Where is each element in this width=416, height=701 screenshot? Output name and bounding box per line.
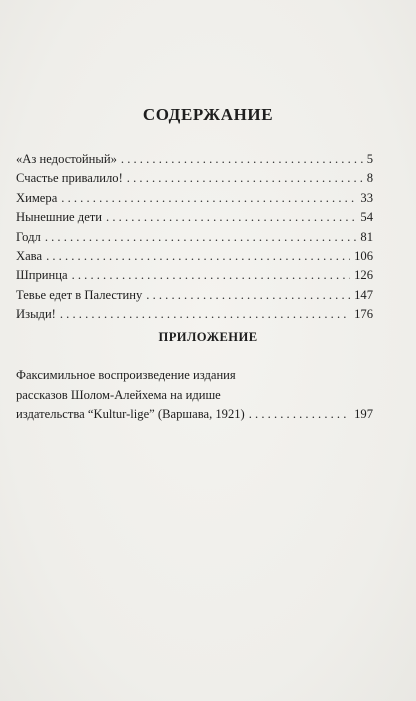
dot-leader — [121, 152, 363, 167]
toc-entry-title: Химера — [16, 190, 58, 205]
toc-entry-page: 106 — [354, 248, 373, 263]
toc-entry-title: Изыди! — [16, 307, 56, 322]
toc-entry-title: Шпринца — [16, 268, 68, 283]
appendix-heading: ПРИЛОЖЕНИЕ — [158, 330, 258, 344]
appendix-page: 197 — [354, 407, 373, 421]
toc-entry-page: 8 — [366, 171, 373, 186]
toc-entry-title: Счастье привалило! — [16, 171, 123, 186]
toc-entry[interactable] — [16, 288, 373, 307]
appendix-line: Факсимильное воспроизведение издания — [16, 368, 236, 382]
toc-entry[interactable] — [16, 249, 373, 268]
dot-leader — [146, 288, 350, 303]
toc-entry[interactable] — [16, 171, 373, 190]
dot-leader — [249, 405, 350, 425]
dot-leader — [45, 230, 357, 245]
dot-leader — [106, 210, 356, 225]
toc-entry[interactable] — [16, 307, 373, 326]
appendix-line: издательства “Kultur-lige” (Варшава, 1921) — [16, 407, 245, 421]
toc-entry-title: Хава — [16, 248, 43, 263]
toc-entry-title: Нынешние дети — [16, 210, 103, 225]
toc-entry-title: Тевье едет в Палестину — [16, 287, 143, 302]
toc-entry-page: 5 — [366, 152, 373, 166]
toc-entry[interactable] — [16, 210, 373, 229]
appendix-entry[interactable] — [16, 366, 373, 425]
appendix-last-line — [16, 405, 373, 425]
dot-leader — [60, 307, 350, 322]
dot-leader — [46, 249, 350, 264]
toc-entry-page: 126 — [354, 268, 373, 283]
toc-entry[interactable] — [16, 268, 373, 287]
toc-entry[interactable] — [16, 191, 373, 210]
toc-entry-page: 81 — [360, 229, 373, 244]
toc-entry[interactable] — [16, 230, 373, 249]
contents-list — [16, 152, 373, 327]
dot-leader — [72, 268, 351, 283]
toc-entry[interactable] — [16, 152, 373, 171]
dot-leader — [127, 171, 363, 186]
toc-entry-page: 33 — [360, 190, 373, 205]
toc-entry-page: 176 — [354, 307, 373, 322]
toc-entry-title: «Аз недостойный» — [16, 152, 117, 166]
dot-leader — [61, 191, 356, 206]
contents-heading: СОДЕРЖАНИЕ — [142, 105, 274, 124]
toc-entry-page: 54 — [360, 210, 373, 225]
toc-entry-title: Годл — [16, 229, 41, 244]
appendix-line: рассказов Шолом-Алейхема на идише — [16, 387, 221, 402]
toc-entry-page: 147 — [354, 287, 373, 302]
